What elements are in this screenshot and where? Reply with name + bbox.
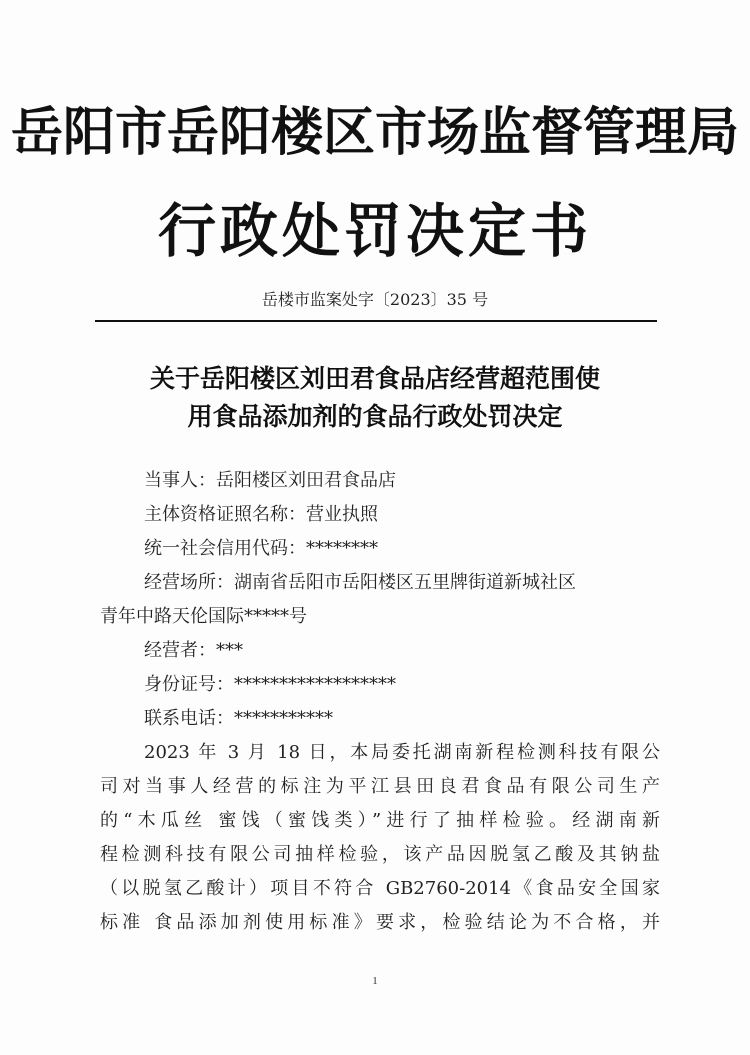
page-number: 1 [372,975,378,987]
paragraph-line-2: 司对当事人经营的标注为平江县田良君食品有限公司生产 [100,776,660,797]
paragraph-line-1: 2023 年 3 月 18 日，本局委托湖南新程检测科技有限公 [144,742,660,763]
paragraph-line-4: 程检测科技有限公司抽样检验，该产品因脱氢乙酸及其钠盐 [100,844,660,865]
subject-line-1: 关于岳阳楼区刘田君食品店经营超范围使 [149,364,600,393]
case-paragraph [100,736,660,940]
paragraph-line-5: （以脱氢乙酸计）项目不符合 GB2760-2014《食品安全国家 [100,878,660,899]
id-number: 身份证号：****************** [144,674,396,695]
paragraph-line-6: 标准 食品添加剂使用标准》要求，检验结论为不合格，并 [100,912,660,933]
license-name: 主体资格证照名称：营业执照 [144,504,378,525]
document-number: 岳楼市监案处字〔2023〕35 号 [261,290,489,309]
contact-phone: 联系电话：*********** [144,708,333,729]
business-address-line-2: 青年中路天伦国际*****号 [100,606,307,627]
credit-code: 统一社会信用代码：******** [144,538,378,559]
business-address-line-1: 经营场所：湖南省岳阳市岳阳楼区五里牌街道新城社区 [144,572,576,593]
decision-subject [90,360,660,436]
party-name: 当事人：岳阳楼区刘田君食品店 [144,470,396,491]
subject-line-2: 用食品添加剂的食品行政处罚决定 [187,402,563,431]
operator: 经营者：*** [144,640,243,661]
party-info [100,464,660,736]
document-title: 行政处罚决定书 [157,197,592,265]
organization-title: 岳阳市岳阳楼区市场监督管理局 [10,103,739,163]
paragraph-line-3: 的“木瓜丝 蜜饯（蜜饯类）”进行了抽样检验。经湖南新 [100,810,660,831]
header-divider [95,320,657,322]
